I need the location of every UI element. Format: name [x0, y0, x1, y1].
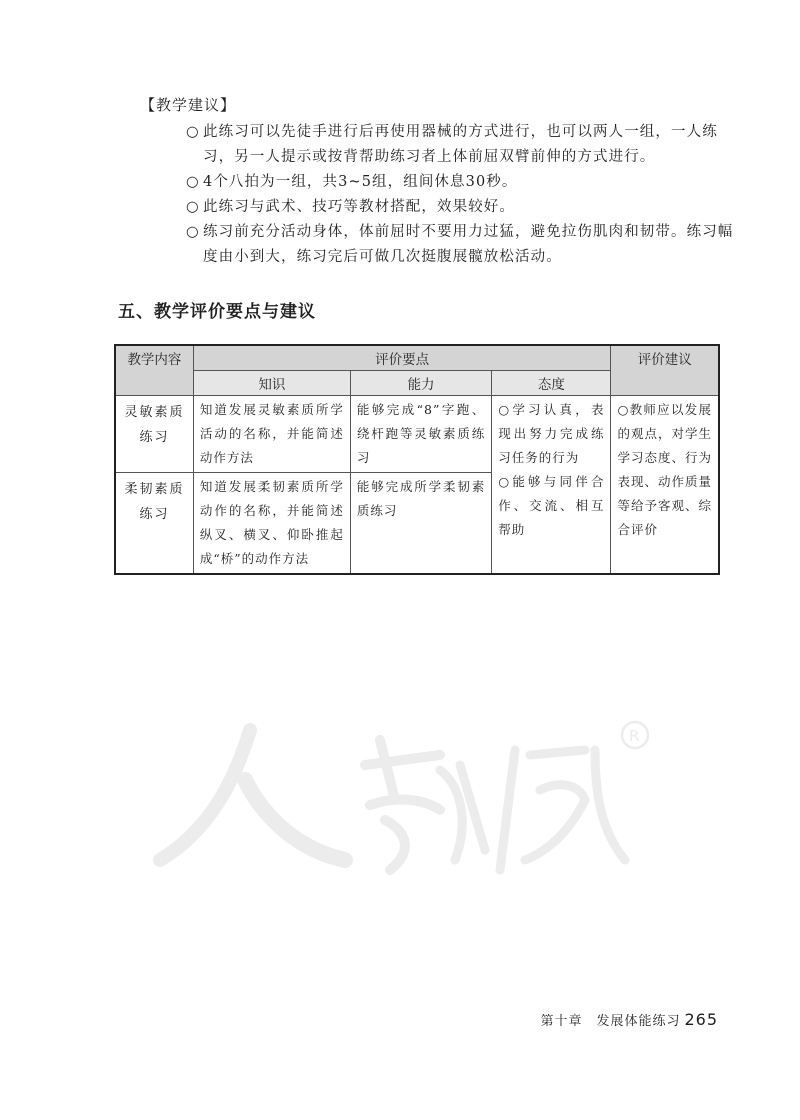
- table-header-row: [115, 345, 719, 371]
- ability-cell: 能够完成“8”字跑、绕杆跑等灵敏素质练习: [350, 396, 491, 473]
- suggestion-item: [186, 120, 746, 170]
- header-evaluation-points: 评价要点: [193, 345, 611, 371]
- suggestion-text: 4个八拍为一组，共3~5组，组间休息30秒。: [203, 174, 518, 190]
- header-attitude: 态度: [492, 371, 611, 396]
- chapter-title: 第十章 发展体能练习: [540, 1014, 681, 1029]
- header-ability: 能力: [350, 371, 491, 396]
- circle-bullet-icon: ○: [186, 174, 200, 190]
- circle-bullet-icon: ○: [186, 199, 200, 215]
- knowledge-cell: 知道发展柔韧素质所学动作的名称，并能简述纵叉、横叉、仰卧推起成“桥”的动作方法: [193, 473, 350, 575]
- page-footer: [540, 1010, 718, 1029]
- circle-bullet-icon: ○: [186, 124, 200, 140]
- suggestion-text: 此练习与武术、技巧等教材搭配，效果较好。: [203, 199, 515, 215]
- row-label: 灵敏素质练习: [115, 396, 193, 473]
- section-heading: 五、教学评价要点与建议: [118, 302, 316, 322]
- suggestion-item: [186, 170, 746, 195]
- suggestion-text: 练习前充分活动身体，体前屈时不要用力过猛，避免拉伤肌肉和韧带。练习幅度由小到大，练习完后可做几次挺腹展髋放松活动。: [203, 224, 734, 265]
- advice-cell: ○教师应以发展的观点，对学生学习态度、行为表现、动作质量等给予客观、综合评价: [611, 396, 719, 575]
- attitude-item: ○学习认真，表现出努力完成练习任务的行为: [498, 402, 605, 465]
- suggestion-text: 此练习可以先徒手进行后再使用器械的方式进行，也可以两人一组，一人练习，另一人提示或按背帮助练习者上体前屈双臂前伸的方式进行。: [203, 124, 718, 165]
- svg-text:R: R: [629, 727, 640, 745]
- attitude-cell: [492, 396, 611, 575]
- page-number: 265: [684, 1010, 718, 1029]
- circle-bullet-icon: ○: [186, 224, 200, 240]
- header-evaluation-advice: 评价建议: [611, 345, 719, 396]
- teaching-suggestions-heading: 【教学建议】: [140, 96, 237, 114]
- row-label: 柔韧素质练习: [115, 473, 193, 575]
- knowledge-cell: 知道发展灵敏素质所学活动的名称，并能简述动作方法: [193, 396, 350, 473]
- suggestion-item: [186, 195, 746, 220]
- suggestion-item: [186, 220, 746, 270]
- header-content: 教学内容: [115, 345, 193, 396]
- ability-cell: 能够完成所学柔韧素质练习: [350, 473, 491, 575]
- suggestions-list: [186, 120, 746, 270]
- header-knowledge: 知识: [193, 371, 350, 396]
- publisher-watermark-logo: [140, 710, 660, 880]
- attitude-item: ○能够与同伴合作、交流、相互帮助: [498, 474, 605, 537]
- evaluation-table: [114, 344, 720, 575]
- table-row: [115, 396, 719, 473]
